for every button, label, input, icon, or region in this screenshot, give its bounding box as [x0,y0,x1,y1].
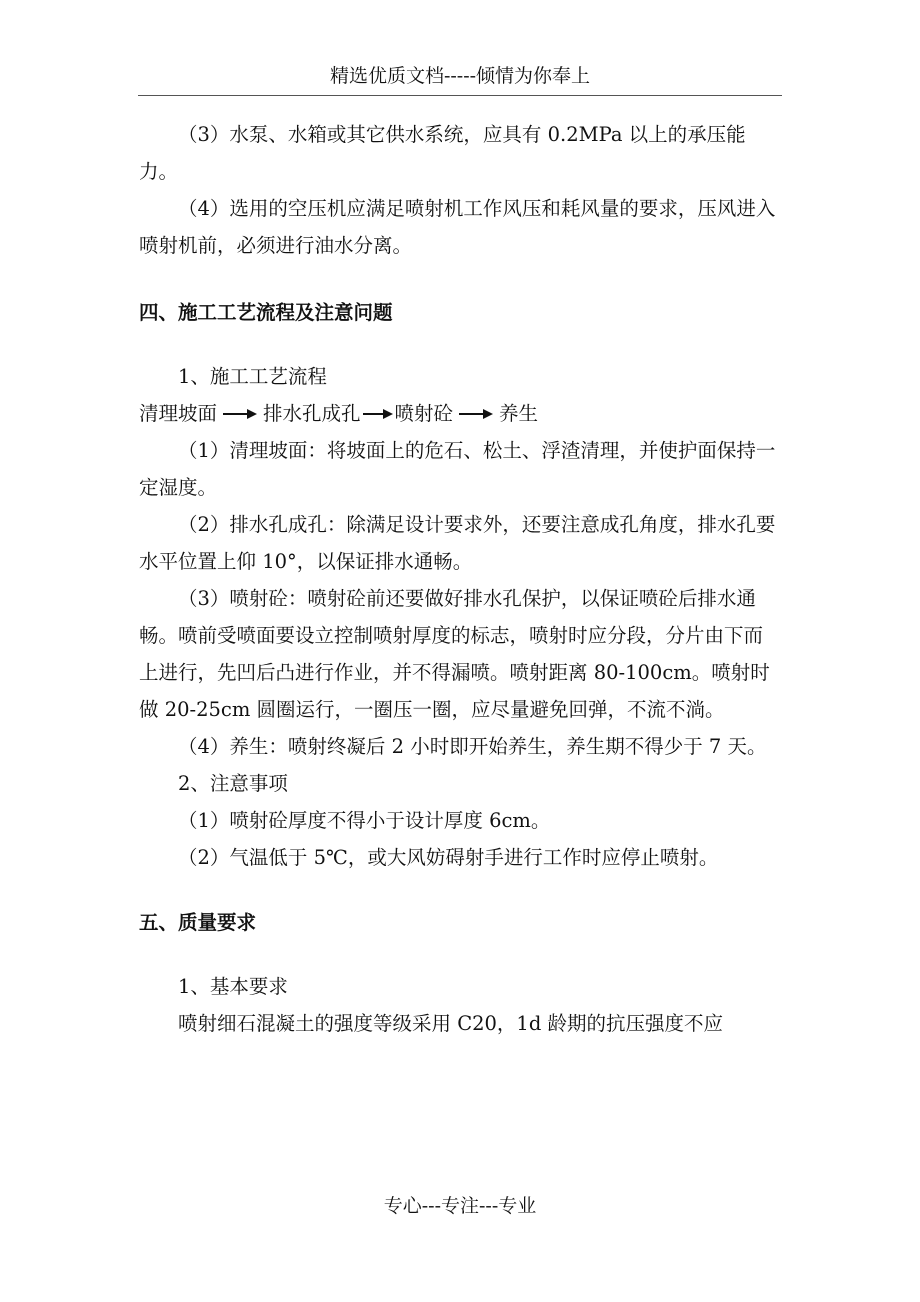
process-flow-diagram [139,395,781,432]
page-footer: 专心---专注---专业 [383,1195,537,1217]
paragraph-curing: （4）养生：喷射终凝后 2 小时即开始养生，养生期不得少于 7 天。 [178,735,767,758]
subheading-notes: 2、注意事项 [178,772,288,795]
page-header: 精选优质文档-----倾情为你奉上 [329,65,591,87]
paragraph-compressor-requirement: （4）选用的空压机应满足喷射机工作风压和耗风量的要求，压风进入喷射机前，必须进行油水分离。 [139,197,776,257]
note-temperature: （2）气温低于 5℃，或大风妨碍射手进行工作时应停止喷射。 [178,846,719,869]
subheading-basic-requirements: 1、基本要求 [178,975,288,998]
paragraph-clean-slope: （1）清理坡面：将坡面上的危石、松土、浮渣清理，并使护面保持一定湿度。 [139,439,776,499]
section-heading-quality: 五、质量要求 [139,911,257,934]
note-thickness: （1）喷射砼厚度不得小于设计厚度 6cm。 [178,809,551,832]
flow-step-drain-hole: 排水孔成孔 [263,402,361,425]
paragraph-spray-concrete: （3）喷射砼：喷射砼前还要做好排水孔保护，以保证喷砼后排水通畅。喷前受喷面要设立控制喷射厚度的标志，喷射时应分段，分片由下而上进行，先凹后凸进行作业，并不得漏喷。喷射距离 80-100cm。喷射时做 20-25cm 圆圈运行，一圈压一圈，应尽量避免回弹，不流不淌。 [139,587,770,721]
header-divider [138,95,782,96]
flow-arrow-icon [223,407,257,421]
paragraph-concrete-strength: 喷射细石混凝土的强度等级采用 C20，1d 龄期的抗压强度不应 [178,1012,724,1035]
flow-step-curing: 养生 [499,402,539,425]
section-heading-process: 四、施工工艺流程及注意问题 [139,301,393,324]
flow-arrow-icon [459,407,493,421]
paragraph-pump-requirement: （3）水泵、水箱或其它供水系统，应具有 0.2MPa 以上的承压能力。 [139,123,746,183]
flow-step-spray-concrete: 喷射砼 [394,402,454,425]
subheading-process-flow: 1、施工工艺流程 [178,365,327,388]
flow-arrow-icon [363,407,393,421]
flow-step-clean-slope: 清理坡面 [139,402,218,425]
document-body [139,116,781,1042]
paragraph-drain-hole: （2）排水孔成孔：除满足设计要求外，还要注意成孔角度，排水孔要水平位置上仰 10°，以保证排水通畅。 [139,513,776,573]
